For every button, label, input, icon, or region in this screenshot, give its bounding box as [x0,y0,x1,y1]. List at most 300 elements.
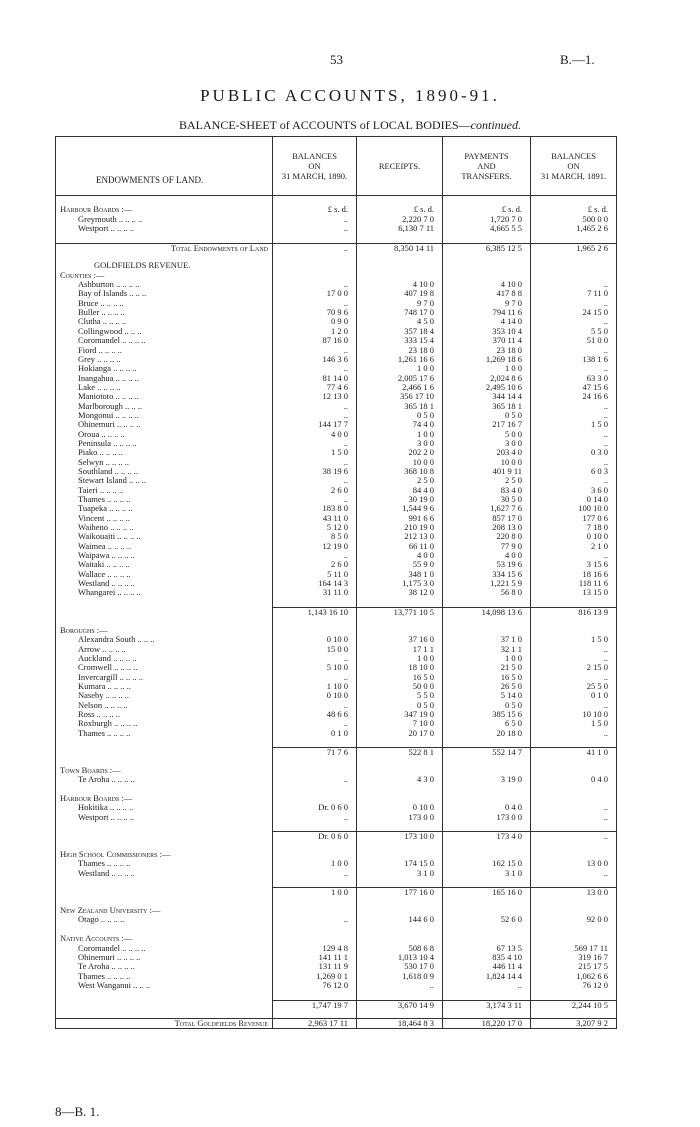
amount-cell: 183 8 0 [272,504,356,513]
amount-cell: 81 14 0 [272,374,356,383]
amount-cell [442,598,530,607]
amount-cell [530,925,616,934]
amount-cell: .. [272,775,356,784]
row-label: Grey .. .. .. .. [78,354,121,364]
amount-cell: 18,464 8 3 [356,1018,442,1027]
table-row [56,215,616,224]
amount-cell: 17 0 0 [272,289,356,298]
amount-cell [356,252,442,261]
table-row [56,701,616,710]
amount-cell: 991 6 6 [356,514,442,523]
amount-cell: 0 10 0 [272,635,356,644]
amount-cell: 1 0 0 [442,364,530,373]
table-row [56,729,616,738]
row-label [56,878,272,887]
amount-cell [272,1009,356,1018]
amount-cell [442,261,530,270]
amount-cell: .. [530,551,616,560]
amount-cell: 87 16 0 [272,336,356,345]
amount-cell [530,757,616,766]
amount-cell: .. [272,719,356,728]
amount-cell: .. [272,243,356,252]
amount-cell: 5 5 0 [530,327,616,336]
row-label [56,233,272,242]
row-label [56,1009,272,1018]
amount-cell [530,785,616,794]
header-line: ON [308,161,321,171]
table-row [56,448,616,457]
amount-cell: .. [530,645,616,654]
table-row [56,766,616,775]
amount-cell: 30 19 0 [356,495,442,504]
row-label: Maniototo .. .. .. .. [78,392,139,402]
row-label: Native Accounts :— [60,934,133,944]
table-row [56,691,616,700]
amount-cell: 20 18 0 [442,729,530,738]
amount-cell [272,794,356,803]
amount-cell: 1 0 0 [356,364,442,373]
amount-cell [442,233,530,242]
row-label [56,925,272,934]
row-label: Whangarei .. .. .. .. [78,588,141,598]
amount-cell [530,934,616,943]
amount-cell [272,934,356,943]
table-row [56,327,616,336]
amount-cell [356,261,442,270]
amount-cell [530,897,616,906]
table-row [56,374,616,383]
amount-cell: 173 0 0 [442,813,530,822]
amount-cell: 13 0 0 [530,859,616,868]
amount-cell: £ s. d. [356,205,442,214]
amount-cell: 3 6 0 [530,486,616,495]
amount-cell [356,906,442,915]
amount-cell: .. [530,803,616,812]
amount-cell: 401 9 11 [442,467,530,476]
table-row [56,635,616,644]
amount-cell [356,841,442,850]
row-label [56,841,272,850]
row-label: High School Commissioners :— [60,850,171,860]
row-label: Waipawa .. .. .. .. [78,551,135,561]
amount-cell [356,233,442,242]
table-row [56,588,616,597]
amount-cell: 6 5 0 [442,719,530,728]
amount-cell: 4 14 0 [442,317,530,326]
table-row [56,402,616,411]
amount-cell: 1 0 0 [442,654,530,663]
amount-cell [442,757,530,766]
amount-cell: 835 4 10 [442,953,530,962]
table-row [56,654,616,663]
amount-cell [272,906,356,915]
amount-cell: 4 10 0 [442,280,530,289]
amount-cell: 6,385 12 5 [442,243,530,252]
header-line: RECEIPTS. [378,161,421,171]
row-label: Counties :— [60,270,105,280]
amount-cell: 4 5 0 [356,317,442,326]
header-balances-1891 [530,137,616,195]
spacer-row [56,822,616,831]
amount-cell: 5 11 0 [272,570,356,579]
table-row [56,560,616,569]
amount-cell: 365 18 1 [442,402,530,411]
row-label: Westland .. .. .. .. [78,868,135,878]
amount-cell: .. [530,831,616,840]
row-label: Ohinemuri .. .. .. .. [78,420,141,430]
amount-cell: 66 11 0 [356,542,442,551]
amount-cell: 2 5 0 [442,476,530,485]
amount-cell: 1,013 10 4 [356,953,442,962]
amount-cell: .. [530,869,616,878]
row-label: Greymouth .. .. .. .. [78,214,143,224]
table-row [56,934,616,943]
amount-cell: .. [272,915,356,924]
amount-cell [356,897,442,906]
amount-cell: 1,747 19 7 [272,1000,356,1009]
amount-cell: 177 0 6 [530,514,616,523]
table-row [56,458,616,467]
table-row [56,719,616,728]
row-label: Westland .. .. .. .. [78,579,135,589]
amount-cell: 18,220 17 0 [442,1018,530,1027]
amount-cell: 92 0 0 [530,915,616,924]
amount-cell: 7 11 0 [530,289,616,298]
row-label: Auckland .. .. .. .. [78,653,137,663]
amount-cell: 10 0 0 [356,458,442,467]
amount-cell: 77 4 6 [272,383,356,392]
amount-cell: 4 10 0 [356,280,442,289]
amount-cell [272,990,356,999]
table-row [56,673,616,682]
amount-cell: .. [272,673,356,682]
amount-cell: 365 18 1 [356,402,442,411]
amount-cell: 356 17 10 [356,392,442,401]
amount-cell: 0 10 0 [356,803,442,812]
amount-cell: .. [272,411,356,420]
table-row [56,504,616,513]
row-label [56,831,272,840]
row-label [56,822,272,831]
amount-cell: .. [530,402,616,411]
amount-cell: .. [272,299,356,308]
amount-cell: 0 3 0 [530,448,616,457]
table-row [56,710,616,719]
amount-cell: 3,207 9 2 [530,1018,616,1027]
table-row [56,495,616,504]
row-label: Waiheno .. .. .. .. [78,523,134,533]
row-label: Westport .. .. .. .. [78,224,134,234]
row-label: Waimea .. .. .. .. [78,541,132,551]
row-label [56,738,272,747]
amount-cell: .. [272,224,356,233]
amount-cell [356,822,442,831]
amount-cell: 417 8 8 [442,289,530,298]
amount-cell: 83 4 0 [442,486,530,495]
amount-cell: 7 10 0 [356,719,442,728]
amount-cell [530,794,616,803]
amount-cell: 2,005 17 6 [356,374,442,383]
header-balances-1890 [272,137,356,195]
amount-cell: 165 16 0 [442,887,530,896]
amount-cell [272,271,356,280]
amount-cell: 2 6 0 [272,560,356,569]
table-row [56,420,616,429]
amount-cell: 47 15 6 [530,383,616,392]
amount-cell [442,850,530,859]
amount-cell: 446 11 4 [442,962,530,971]
header-line: 31 MARCH, 1890. [281,171,348,181]
amount-cell: 5 12 0 [272,523,356,532]
row-label: Bruce .. .. .. .. [78,298,124,308]
amount-cell [530,271,616,280]
amount-cell: 1,824 14 4 [442,972,530,981]
amount-cell: 16 5 0 [356,673,442,682]
amount-cell: 1,618 0 9 [356,972,442,981]
amount-cell: .. [272,869,356,878]
amount-cell: 63 3 0 [530,374,616,383]
row-label: Roxburgh .. .. .. .. [78,719,138,729]
amount-cell [356,934,442,943]
amount-cell: .. [356,981,442,990]
table-row [56,953,616,962]
amount-cell: 1,269 0 1 [272,972,356,981]
amount-cell: 5 5 0 [356,691,442,700]
amount-cell: 522 8 1 [356,747,442,756]
amount-cell: .. [272,439,356,448]
table-row [56,682,616,691]
header-line: BALANCES [551,151,596,161]
table-row [56,224,616,233]
amount-cell: 37 1 0 [442,635,530,644]
table-row [56,551,616,560]
table-row [56,645,616,654]
amount-cell: 3 15 6 [530,560,616,569]
table-row [56,906,616,915]
row-label: Arrow .. .. .. .. [78,644,126,654]
amount-cell: 138 1 6 [530,355,616,364]
amount-cell: 334 15 6 [442,570,530,579]
header-line: PAYMENTS [464,151,509,161]
table-body [56,196,616,1028]
amount-cell: 24 16 6 [530,392,616,401]
amount-cell: 23 18 0 [442,346,530,355]
amount-cell: .. [272,364,356,373]
amount-cell: 37 16 0 [356,635,442,644]
row-label [56,990,272,999]
row-label: Thames .. .. .. .. [78,495,131,504]
amount-cell: 1,221 5 9 [442,579,530,588]
table-row [56,747,616,756]
amount-cell: 2,024 8 6 [442,374,530,383]
amount-cell: 530 17 0 [356,962,442,971]
amount-cell: 3 1 0 [442,869,530,878]
amount-cell: 344 14 4 [442,392,530,401]
table-row [56,317,616,326]
amount-cell: 0 9 0 [272,317,356,326]
table-row [56,869,616,878]
amount-cell: 8,350 14 11 [356,243,442,252]
amount-cell: .. [530,430,616,439]
amount-cell [272,841,356,850]
amount-cell [272,261,356,270]
table-row [56,962,616,971]
amount-cell: 1,261 16 6 [356,355,442,364]
row-label [56,757,272,766]
amount-cell: 76 12 0 [272,981,356,990]
table-row [56,915,616,924]
row-label [56,785,272,794]
amount-cell [530,261,616,270]
table-row [56,981,616,990]
table-header [56,137,616,196]
amount-cell: .. [530,654,616,663]
amount-cell: 32 1 1 [442,645,530,654]
row-label: Hokianga .. .. .. .. [78,364,137,374]
spacer-row [56,738,616,747]
amount-cell: 0 5 0 [442,701,530,710]
amount-cell [530,822,616,831]
amount-cell [530,850,616,859]
amount-cell: 18 16 6 [530,570,616,579]
amount-cell [272,252,356,261]
amount-cell: 1 0 0 [356,654,442,663]
row-label: Harbour Boards :— [60,794,133,803]
row-label: Vincent .. .. .. .. [78,513,130,523]
page-title: PUBLIC ACCOUNTS, 1890-91. [200,86,500,105]
row-label: Fiord .. .. .. .. [78,345,122,355]
amount-cell [530,196,616,205]
amount-cell [442,785,530,794]
amount-cell [442,271,530,280]
amount-cell: 10 10 0 [530,710,616,719]
table-row [56,383,616,392]
table-row [56,663,616,672]
row-label: Bay of Islands .. .. .. [78,289,147,299]
header-line: 31 MARCH, 1891. [540,171,607,181]
amount-cell: 215 17 5 [530,962,616,971]
amount-cell: 370 11 4 [442,336,530,345]
amount-cell: 43 11 0 [272,514,356,523]
amount-cell: 368 10 8 [356,467,442,476]
table-row [56,336,616,345]
row-label: Otago .. .. .. .. [78,915,125,925]
balance-sheet-table [55,136,617,1029]
amount-cell: 1 5 0 [530,635,616,644]
amount-cell: 5 10 0 [272,663,356,672]
amount-cell: .. [272,813,356,822]
amount-cell: 210 19 0 [356,523,442,532]
row-label: Total Endowments of Land [56,243,272,252]
amount-cell: 5 0 0 [442,430,530,439]
amount-cell [356,1009,442,1018]
amount-cell: 1 2 0 [272,327,356,336]
amount-cell: .. [272,654,356,663]
amount-cell: 10 0 0 [442,458,530,467]
row-label: Ross .. .. .. .. [78,709,121,719]
table-row [56,355,616,364]
amount-cell [272,897,356,906]
amount-cell [530,990,616,999]
amount-cell [356,925,442,934]
row-label [56,616,272,625]
amount-cell [356,757,442,766]
row-label: Collingwood .. .. .. [78,326,142,336]
amount-cell: .. [272,458,356,467]
amount-cell [442,906,530,915]
table-row [56,607,616,616]
amount-cell: .. [530,411,616,420]
amount-cell: 173 0 0 [356,813,442,822]
amount-cell [530,233,616,242]
row-label: Southland .. .. .. .. [78,466,138,476]
amount-cell: 3 1 0 [356,869,442,878]
amount-cell: 24 15 0 [530,308,616,317]
table-row [56,1018,616,1027]
amount-cell [442,990,530,999]
row-label: Ohinemuri .. .. .. .. [78,952,141,962]
amount-cell: 146 3 6 [272,355,356,364]
amount-cell [272,925,356,934]
amount-cell: 38 12 0 [356,588,442,597]
row-label: Oroua .. .. .. .. [78,429,125,439]
amount-cell [272,822,356,831]
amount-cell: 12 13 0 [272,392,356,401]
amount-cell: 6,130 7 11 [356,224,442,233]
amount-cell: 38 19 6 [272,467,356,476]
amount-cell: £ s. d. [442,205,530,214]
amount-cell: 1 5 0 [530,420,616,429]
amount-cell: 13,771 10 5 [356,607,442,616]
amount-cell [442,794,530,803]
row-label [56,1000,272,1009]
amount-cell [272,785,356,794]
amount-cell: 84 4 0 [356,486,442,495]
amount-cell: 3 0 0 [356,439,442,448]
row-label: Hokitika .. .. .. .. [78,803,134,813]
spacer-row [56,841,616,850]
spacer-row [56,233,616,242]
amount-cell: 552 14 7 [442,747,530,756]
amount-cell: .. [272,280,356,289]
amount-cell: 141 11 1 [272,953,356,962]
table-row [56,514,616,523]
amount-cell [356,616,442,625]
amount-cell: £ s. d. [272,205,356,214]
amount-cell: 2 1 0 [530,542,616,551]
header-line: TRANSFERS. [461,171,512,181]
amount-cell: 9 7 0 [442,299,530,308]
table-row [56,523,616,532]
amount-cell: 144 17 7 [272,420,356,429]
amount-cell: 3 0 0 [442,439,530,448]
row-label: Inangahua .. .. .. .. [78,373,139,383]
amount-cell: 0 5 0 [356,701,442,710]
row-label: Buller .. .. .. .. [78,308,125,318]
amount-cell: 2,220 7 0 [356,215,442,224]
amount-cell [356,626,442,635]
table-row [56,439,616,448]
amount-cell [356,794,442,803]
amount-cell: 77 9 0 [442,542,530,551]
amount-cell: 25 5 0 [530,682,616,691]
amount-cell: .. [272,551,356,560]
amount-cell: 51 0 0 [530,336,616,345]
table-row [56,850,616,859]
amount-cell [356,271,442,280]
amount-cell [442,897,530,906]
amount-cell: 1,062 6 6 [530,972,616,981]
